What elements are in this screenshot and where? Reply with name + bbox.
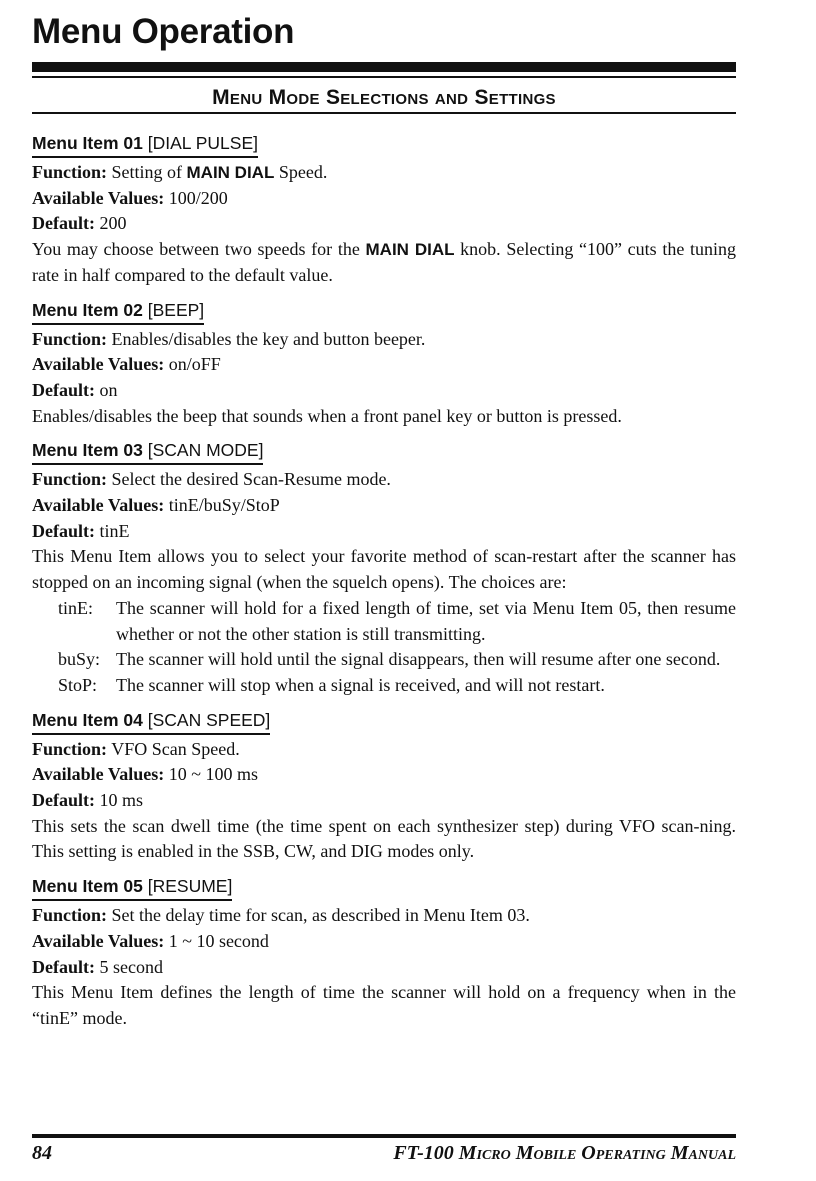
page-number: 84 <box>32 1142 52 1164</box>
menu-item-heading <box>32 437 263 465</box>
default-row: Default: on <box>32 379 118 400</box>
choice-term: StoP: <box>58 674 98 695</box>
description-pre: You may choose between two speeds for the <box>32 239 366 260</box>
values-label: Available Values <box>32 495 159 516</box>
choice-term: buSy: <box>58 649 101 670</box>
manual-title: FT-100 Micro Mobile Operating Manual <box>393 1142 736 1164</box>
choice-item <box>58 673 736 699</box>
function-label: Function <box>32 738 102 759</box>
footer-rule <box>32 1134 736 1138</box>
function-row: Function: Set the delay time for scan, as described in Menu Item 03. <box>32 905 530 926</box>
function-label: Function <box>32 328 102 349</box>
menu-item-number: Menu Item 03 <box>32 440 143 461</box>
description: Enables/disables the beep that sounds when a front panel key or button is pressed. <box>32 405 622 426</box>
default-text: 10 ms <box>99 790 144 811</box>
menu-item-04 <box>32 707 736 866</box>
values-text: tinE/buSy/StoP <box>168 495 280 516</box>
function-row: Function: VFO Scan Speed. <box>32 738 240 759</box>
menu-item-number: Menu Item 05 <box>32 876 143 897</box>
values-text: on/oFF <box>168 354 221 375</box>
menu-item-heading <box>32 873 232 901</box>
menu-item-name: [BEEP] <box>147 299 205 320</box>
description: This Menu Item allows you to select your favorite method of scan-restart after the scanner has stopped on an incoming signal (when the squelch opens). The choices are: <box>32 546 736 593</box>
menu-item-number: Menu Item 02 <box>32 299 143 320</box>
default-label: Default <box>32 790 89 811</box>
menu-item-name: [SCAN MODE] <box>147 440 264 461</box>
header-thin-rule <box>32 76 736 78</box>
values-row: Available Values: tinE/buSy/StoP <box>32 495 280 516</box>
choice-text: The scanner will stop when a signal is received, and will not restart. <box>116 674 605 695</box>
default-row: Default: 5 second <box>32 956 163 977</box>
function-text: VFO Scan Speed. <box>111 738 240 759</box>
default-row: Default: tinE <box>32 520 130 541</box>
values-label: Available Values <box>32 354 159 375</box>
default-label: Default <box>32 213 89 234</box>
function-text-post: Speed. <box>274 162 328 182</box>
values-text: 10 ~ 100 ms <box>168 764 258 785</box>
header-thick-rule <box>32 62 736 72</box>
values-label: Available Values <box>32 764 159 785</box>
default-text: tinE <box>99 520 130 541</box>
values-text: 1 ~ 10 second <box>168 930 269 951</box>
menu-item-number: Menu Item 04 <box>32 709 143 730</box>
default-label: Default <box>32 956 89 977</box>
scan-mode-choices <box>32 596 736 699</box>
description-post: knob. Selecting “100” cuts the tuning rate in half compared to the default value. <box>32 239 736 285</box>
section-subtitle: Menu Mode Selections and Settings <box>212 86 556 109</box>
menu-item-03 <box>32 437 736 698</box>
default-text: 200 <box>99 213 127 234</box>
function-label: Function <box>32 162 102 182</box>
choice-text: The scanner will hold until the signal disappears, then will resume after one second. <box>116 649 721 670</box>
function-text-pre: Setting of <box>111 162 187 182</box>
function-row: Function: Select the desired Scan-Resume mode. <box>32 469 391 490</box>
function-label: Function <box>32 469 102 490</box>
choice-text: The scanner will hold for a fixed length of time, set via Menu Item 05, then resume whether or not the other station is still transmitting. <box>116 597 736 644</box>
choice-item <box>58 596 736 647</box>
values-row: Available Values: on/oFF <box>32 354 221 375</box>
subtitle-rule <box>32 112 736 114</box>
description: This Menu Item defines the length of time the scanner will hold on a frequency when in the “tinE” mode. <box>32 982 736 1028</box>
values-label: Available Values <box>32 930 159 951</box>
values-row: Available Values: 10 ~ 100 ms <box>32 764 258 785</box>
function-text-bold: MAIN DIAL <box>186 163 275 182</box>
function-row: Function: Setting of MAIN DIAL Speed. <box>32 162 328 182</box>
menu-item-05 <box>32 873 736 1032</box>
description <box>32 237 736 288</box>
menu-item-heading <box>32 130 258 158</box>
description-bold: MAIN DIAL <box>365 240 455 260</box>
menu-item-heading <box>32 297 204 325</box>
menu-item-name: [SCAN SPEED] <box>147 709 271 730</box>
menu-item-heading <box>32 707 270 735</box>
default-text: on <box>99 379 118 400</box>
default-text: 5 second <box>99 956 163 977</box>
values-row: Available Values: 1 ~ 10 second <box>32 930 269 951</box>
menu-item-name: [RESUME] <box>147 876 233 897</box>
menu-item-01 <box>32 130 736 289</box>
default-row: Default: 200 <box>32 213 127 234</box>
choice-term: tinE: <box>58 597 93 618</box>
values-label: Available Values <box>32 187 159 208</box>
page-title: Menu Operation <box>32 12 295 51</box>
default-label: Default <box>32 379 89 400</box>
function-text: Select the desired Scan-Resume mode. <box>111 469 391 490</box>
values-text: 100/200 <box>168 187 228 208</box>
default-label: Default <box>32 520 89 541</box>
menu-item-number: Menu Item 01 <box>32 133 143 153</box>
function-row: Function: Enables/disables the key and button beeper. <box>32 328 426 349</box>
function-label: Function <box>32 905 102 926</box>
menu-items-content <box>32 130 736 1040</box>
function-text: Set the delay time for scan, as described in Menu Item 03. <box>111 905 530 926</box>
values-row: Available Values: 100/200 <box>32 187 228 208</box>
description: This sets the scan dwell time (the time spent on each synthesizer step) during VFO scan-ning. This setting is enabled in the SSB, CW, and DIG modes only. <box>32 815 736 862</box>
function-text: Enables/disables the key and button beeper. <box>111 328 426 349</box>
choice-item <box>58 647 736 673</box>
default-row: Default: 10 ms <box>32 790 144 811</box>
menu-item-02 <box>32 297 736 430</box>
menu-item-name: [DIAL PULSE] <box>147 133 258 153</box>
